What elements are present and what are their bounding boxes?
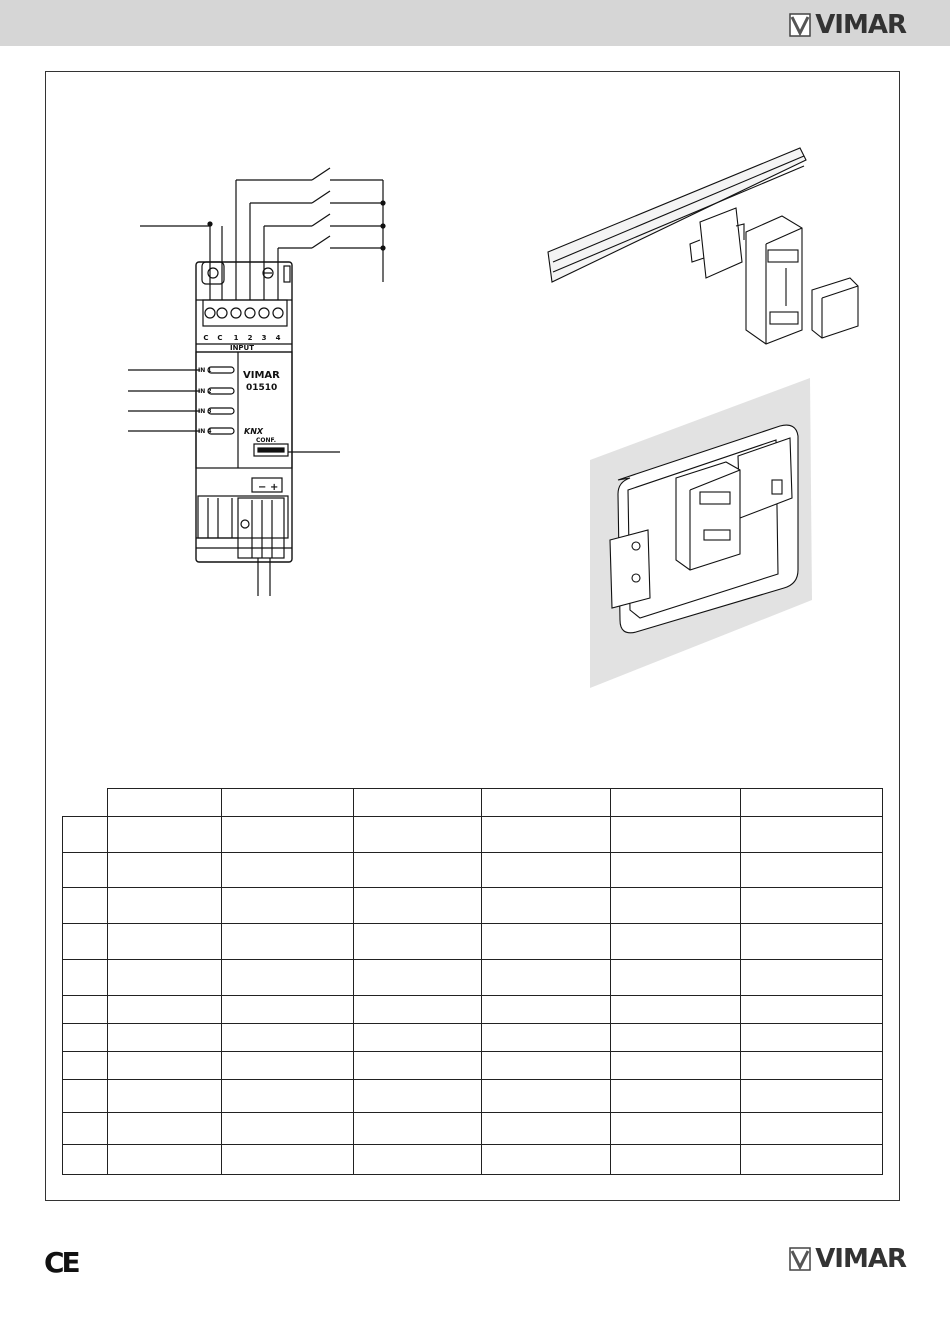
table-cell [222,960,354,996]
table-cell [482,1145,611,1175]
table-cell [482,853,611,888]
terminal-label: 4 [275,334,281,342]
table-cell [354,1113,482,1145]
table-cell [222,789,354,817]
table-cell [482,888,611,924]
table-cell [354,1145,482,1175]
table-cell [63,996,108,1024]
table-cell [482,996,611,1024]
table-cell [63,960,108,996]
table-row [63,853,883,888]
table-cell [108,1080,222,1113]
din-rail-illustration [548,148,858,344]
table-cell [354,817,482,853]
table-cell [63,817,108,853]
table-cell [108,789,222,817]
table-cell [108,1024,222,1052]
table-cell [611,996,741,1024]
table-cell [222,1024,354,1052]
table-cell [108,1052,222,1080]
table-cell [63,924,108,960]
table-cell [222,1145,354,1175]
table-cell [108,924,222,960]
table-cell [108,853,222,888]
table-cell [482,789,611,817]
table-cell [354,960,482,996]
table-cell [611,1080,741,1113]
terminal-screws [205,308,283,318]
table-cell [482,960,611,996]
table-cell [63,789,108,817]
table-cell [63,888,108,924]
ce-mark-icon: CE [44,1246,78,1279]
table-row [63,888,883,924]
terminal-label: 1 [233,334,239,342]
bus-plus-label: + [270,482,279,493]
table-cell [108,996,222,1024]
wiring-diagram [128,168,385,596]
table-cell [354,996,482,1024]
table-cell [222,1052,354,1080]
table-row [63,996,883,1024]
bus-minus-label: − [258,482,267,493]
table-cell [741,996,883,1024]
table-cell [741,924,883,960]
table-row [63,960,883,996]
table-cell [741,853,883,888]
led-label: IN 4 [198,428,212,435]
table-cell [63,1145,108,1175]
device-brand: VIMAR [243,370,280,381]
table-cell [611,1052,741,1080]
vimar-logo-footer [789,1244,906,1274]
table-cell [108,960,222,996]
terminal-label: 2 [247,334,253,342]
table-cell [354,1080,482,1113]
table-cell [222,924,354,960]
table-cell [222,853,354,888]
brand-name: VIMAR [815,10,906,40]
table-cell [354,789,482,817]
terminal-label: C [203,334,209,342]
table-cell [354,924,482,960]
table-cell [741,1080,883,1113]
table-cell [354,888,482,924]
conf-label: CONF. [256,437,277,444]
table-cell [741,1024,883,1052]
table-cell [108,1145,222,1175]
table-cell [63,853,108,888]
input-label: INPUT [229,344,255,352]
table-cell [482,1113,611,1145]
table-cell [611,853,741,888]
table-cell [611,817,741,853]
table-cell [611,1145,741,1175]
table-row [63,1080,883,1113]
table-cell [354,1052,482,1080]
table-cell [222,1113,354,1145]
table-cell [63,1024,108,1052]
table-cell [108,888,222,924]
table-cell [108,1113,222,1145]
spec-table [62,788,883,1175]
table-cell [741,1052,883,1080]
terminal-label: C [217,334,223,342]
table-cell [611,789,741,817]
table-header-row [63,789,883,817]
table-cell [611,924,741,960]
table-cell [482,1052,611,1080]
table-cell [741,817,883,853]
table-cell [741,888,883,924]
table-row [63,817,883,853]
table-row [63,924,883,960]
table-cell [354,853,482,888]
table-cell [741,960,883,996]
brand-name: VIMAR [815,1244,906,1274]
vimar-logo-icon [789,1247,811,1271]
table-cell [222,1080,354,1113]
table-cell [741,789,883,817]
table-cell [741,1145,883,1175]
knx-logo: KNX [244,427,264,436]
wall-box-illustration [590,378,812,688]
device-labels [198,334,281,493]
table-cell [611,960,741,996]
led-label: IN 1 [198,367,212,374]
table-cell [482,1080,611,1113]
table-cell [482,924,611,960]
led-label: IN 3 [198,408,212,415]
table-cell [63,1113,108,1145]
table-row [63,1052,883,1080]
table-cell [63,1080,108,1113]
table-cell [741,1113,883,1145]
table-cell [222,817,354,853]
table-cell [611,1024,741,1052]
table-cell [482,817,611,853]
table-cell [222,996,354,1024]
table-row [63,1145,883,1175]
table-cell [611,1113,741,1145]
table-cell [482,1024,611,1052]
table-cell [354,1024,482,1052]
table-row [63,1024,883,1052]
table-cell [611,888,741,924]
device-model: 01510 [246,383,278,393]
table-cell [108,817,222,853]
table-row [63,1113,883,1145]
table-cell [63,1052,108,1080]
table-cell [222,888,354,924]
led-label: IN 2 [198,388,212,395]
terminal-label: 3 [261,334,267,342]
